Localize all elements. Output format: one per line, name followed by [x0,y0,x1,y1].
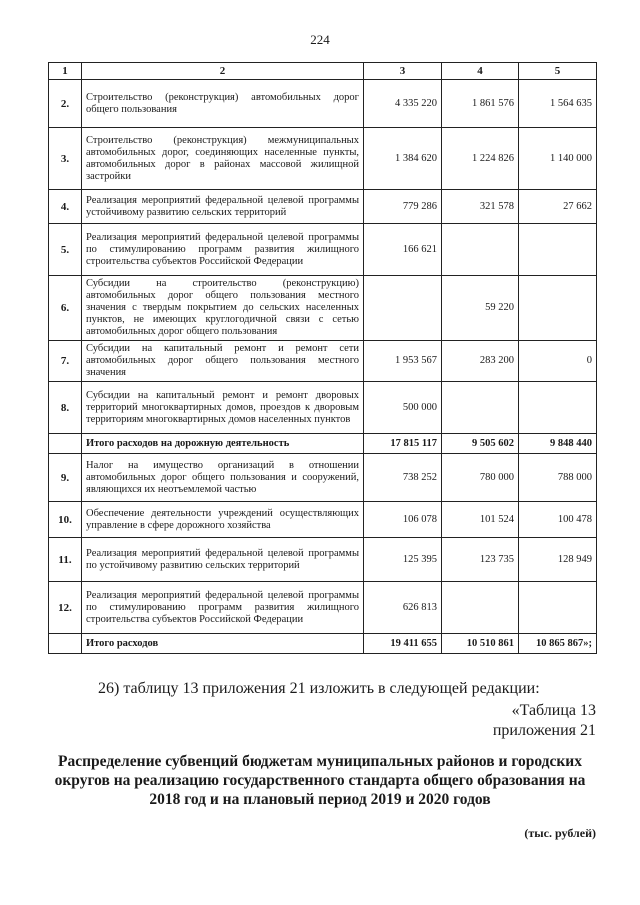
value-col-3: 500 000 [364,382,442,434]
value-col-3: 738 252 [364,454,442,502]
value-col-3: 17 815 117 [364,434,442,454]
table-row [49,502,597,538]
table-row [49,276,597,341]
row-number: 12. [49,582,82,634]
value-col-5: 1 564 635 [519,80,597,128]
value-col-5: 1 140 000 [519,128,597,190]
units-label: (тыс. рублей) [524,826,596,840]
header-col-1: 1 [49,63,82,80]
row-number [49,634,82,654]
value-col-3: 1 384 620 [364,128,442,190]
header-col-5: 5 [519,63,597,80]
row-number: 7. [49,341,82,382]
value-col-5: 788 000 [519,454,597,502]
value-col-4: 101 524 [442,502,519,538]
value-col-5 [519,382,597,434]
value-col-3: 4 335 220 [364,80,442,128]
table-row [49,454,597,502]
row-description: Субсидии на строительство (реконструкцию) автомобильных дорог общего пользования местного значения с твердым покрытием до сельских населенных пунктов, не имеющих круглогодичной связи с сетью автомобильных дорог общего пользования [82,276,364,341]
row-description: Строительство (реконструкция) межмуниципальных автомобильных дорог, соединяющих населенные пункты, автомобильных дорог в районах массовой жилищной застройки [82,128,364,190]
value-col-4: 59 220 [442,276,519,341]
row-number: 2. [49,80,82,128]
table-row [49,224,597,276]
row-number: 6. [49,276,82,341]
value-col-3: 166 621 [364,224,442,276]
value-col-4: 123 735 [442,538,519,582]
table-row [49,341,597,382]
value-col-4: 321 578 [442,190,519,224]
value-col-5 [519,582,597,634]
value-col-4: 283 200 [442,341,519,382]
row-number [49,434,82,454]
row-number: 5. [49,224,82,276]
value-col-4 [442,224,519,276]
table-total-row [49,434,597,454]
header-col-2: 2 [82,63,364,80]
table-total-row [49,634,597,654]
header-col-3: 3 [364,63,442,80]
value-col-5 [519,276,597,341]
row-description: Субсидии на капитальный ремонт и ремонт дворовых территорий многоквартирных домов, проездов к дворовым территориям многоквартирных домов населенных пунктов [82,382,364,434]
row-description: Реализация мероприятий федеральной целевой программы по устойчивому развитию сельских территорий [82,538,364,582]
row-description: Реализация мероприятий федеральной целевой программы устойчивому развитию сельских территорий [82,190,364,224]
value-col-4: 9 505 602 [442,434,519,454]
row-description: Налог на имущество организаций в отношении автомобильных дорог общего пользования и сооружений, являющихся их неотъемлемой частью [82,454,364,502]
value-col-3: 19 411 655 [364,634,442,654]
row-description: Строительство (реконструкция) автомобильных дорог общего пользования [82,80,364,128]
value-col-5 [519,224,597,276]
value-col-4: 780 000 [442,454,519,502]
row-number: 8. [49,382,82,434]
header-col-4: 4 [442,63,519,80]
row-description: Итого расходов на дорожную деятельность [82,434,364,454]
value-col-4 [442,382,519,434]
table-header-row [49,63,597,80]
value-col-5: 9 848 440 [519,434,597,454]
value-col-5: 0 [519,341,597,382]
row-description: Субсидии на капитальный ремонт и ремонт сети автомобильных дорог общего пользования местного значения [82,341,364,382]
table-caption-line2: приложения 21 [492,722,596,739]
table-row [49,382,597,434]
row-number: 10. [49,502,82,538]
value-col-4 [442,582,519,634]
value-col-3: 779 286 [364,190,442,224]
value-col-4: 1 861 576 [442,80,519,128]
value-col-3: 1 953 567 [364,341,442,382]
section-heading: Распределение субвенций бюджетам муниципальных районов и городских округов на реализацию государственного стандарта общего образования на 2018 год и на плановый период 2019 и 2020 годов [54,753,586,808]
table-row [49,582,597,634]
table-row [49,128,597,190]
row-description: Итого расходов [82,634,364,654]
row-description: Реализация мероприятий федеральной целевой программы по стимулированию программ развития жилищного строительства субъектов Российской Федерации [82,582,364,634]
value-col-3 [364,276,442,341]
budget-table [48,62,597,654]
row-number: 3. [49,128,82,190]
row-number: 9. [49,454,82,502]
row-description: Реализация мероприятий федеральной целевой программы по стимулированию программ развития жилищного строительства субъектов Российской Федерации [82,224,364,276]
value-col-5: 10 865 867»; [519,634,597,654]
table-row [49,190,597,224]
table-row [49,538,597,582]
row-description: Обеспечение деятельности учреждений осуществляющих управление в сфере дорожного хозяйства [82,502,364,538]
value-col-3: 106 078 [364,502,442,538]
amendment-text: 26) таблицу 13 приложения 21 изложить в следующей редакции: [98,680,540,697]
page-number: 224 [310,32,330,47]
value-col-3: 626 813 [364,582,442,634]
table-row [49,80,597,128]
value-col-4: 1 224 826 [442,128,519,190]
value-col-5: 128 949 [519,538,597,582]
row-number: 4. [49,190,82,224]
value-col-3: 125 395 [364,538,442,582]
value-col-4: 10 510 861 [442,634,519,654]
value-col-5: 100 478 [519,502,597,538]
value-col-5: 27 662 [519,190,597,224]
row-number: 11. [49,538,82,582]
table-caption-line1: «Таблица 13 [511,702,596,719]
